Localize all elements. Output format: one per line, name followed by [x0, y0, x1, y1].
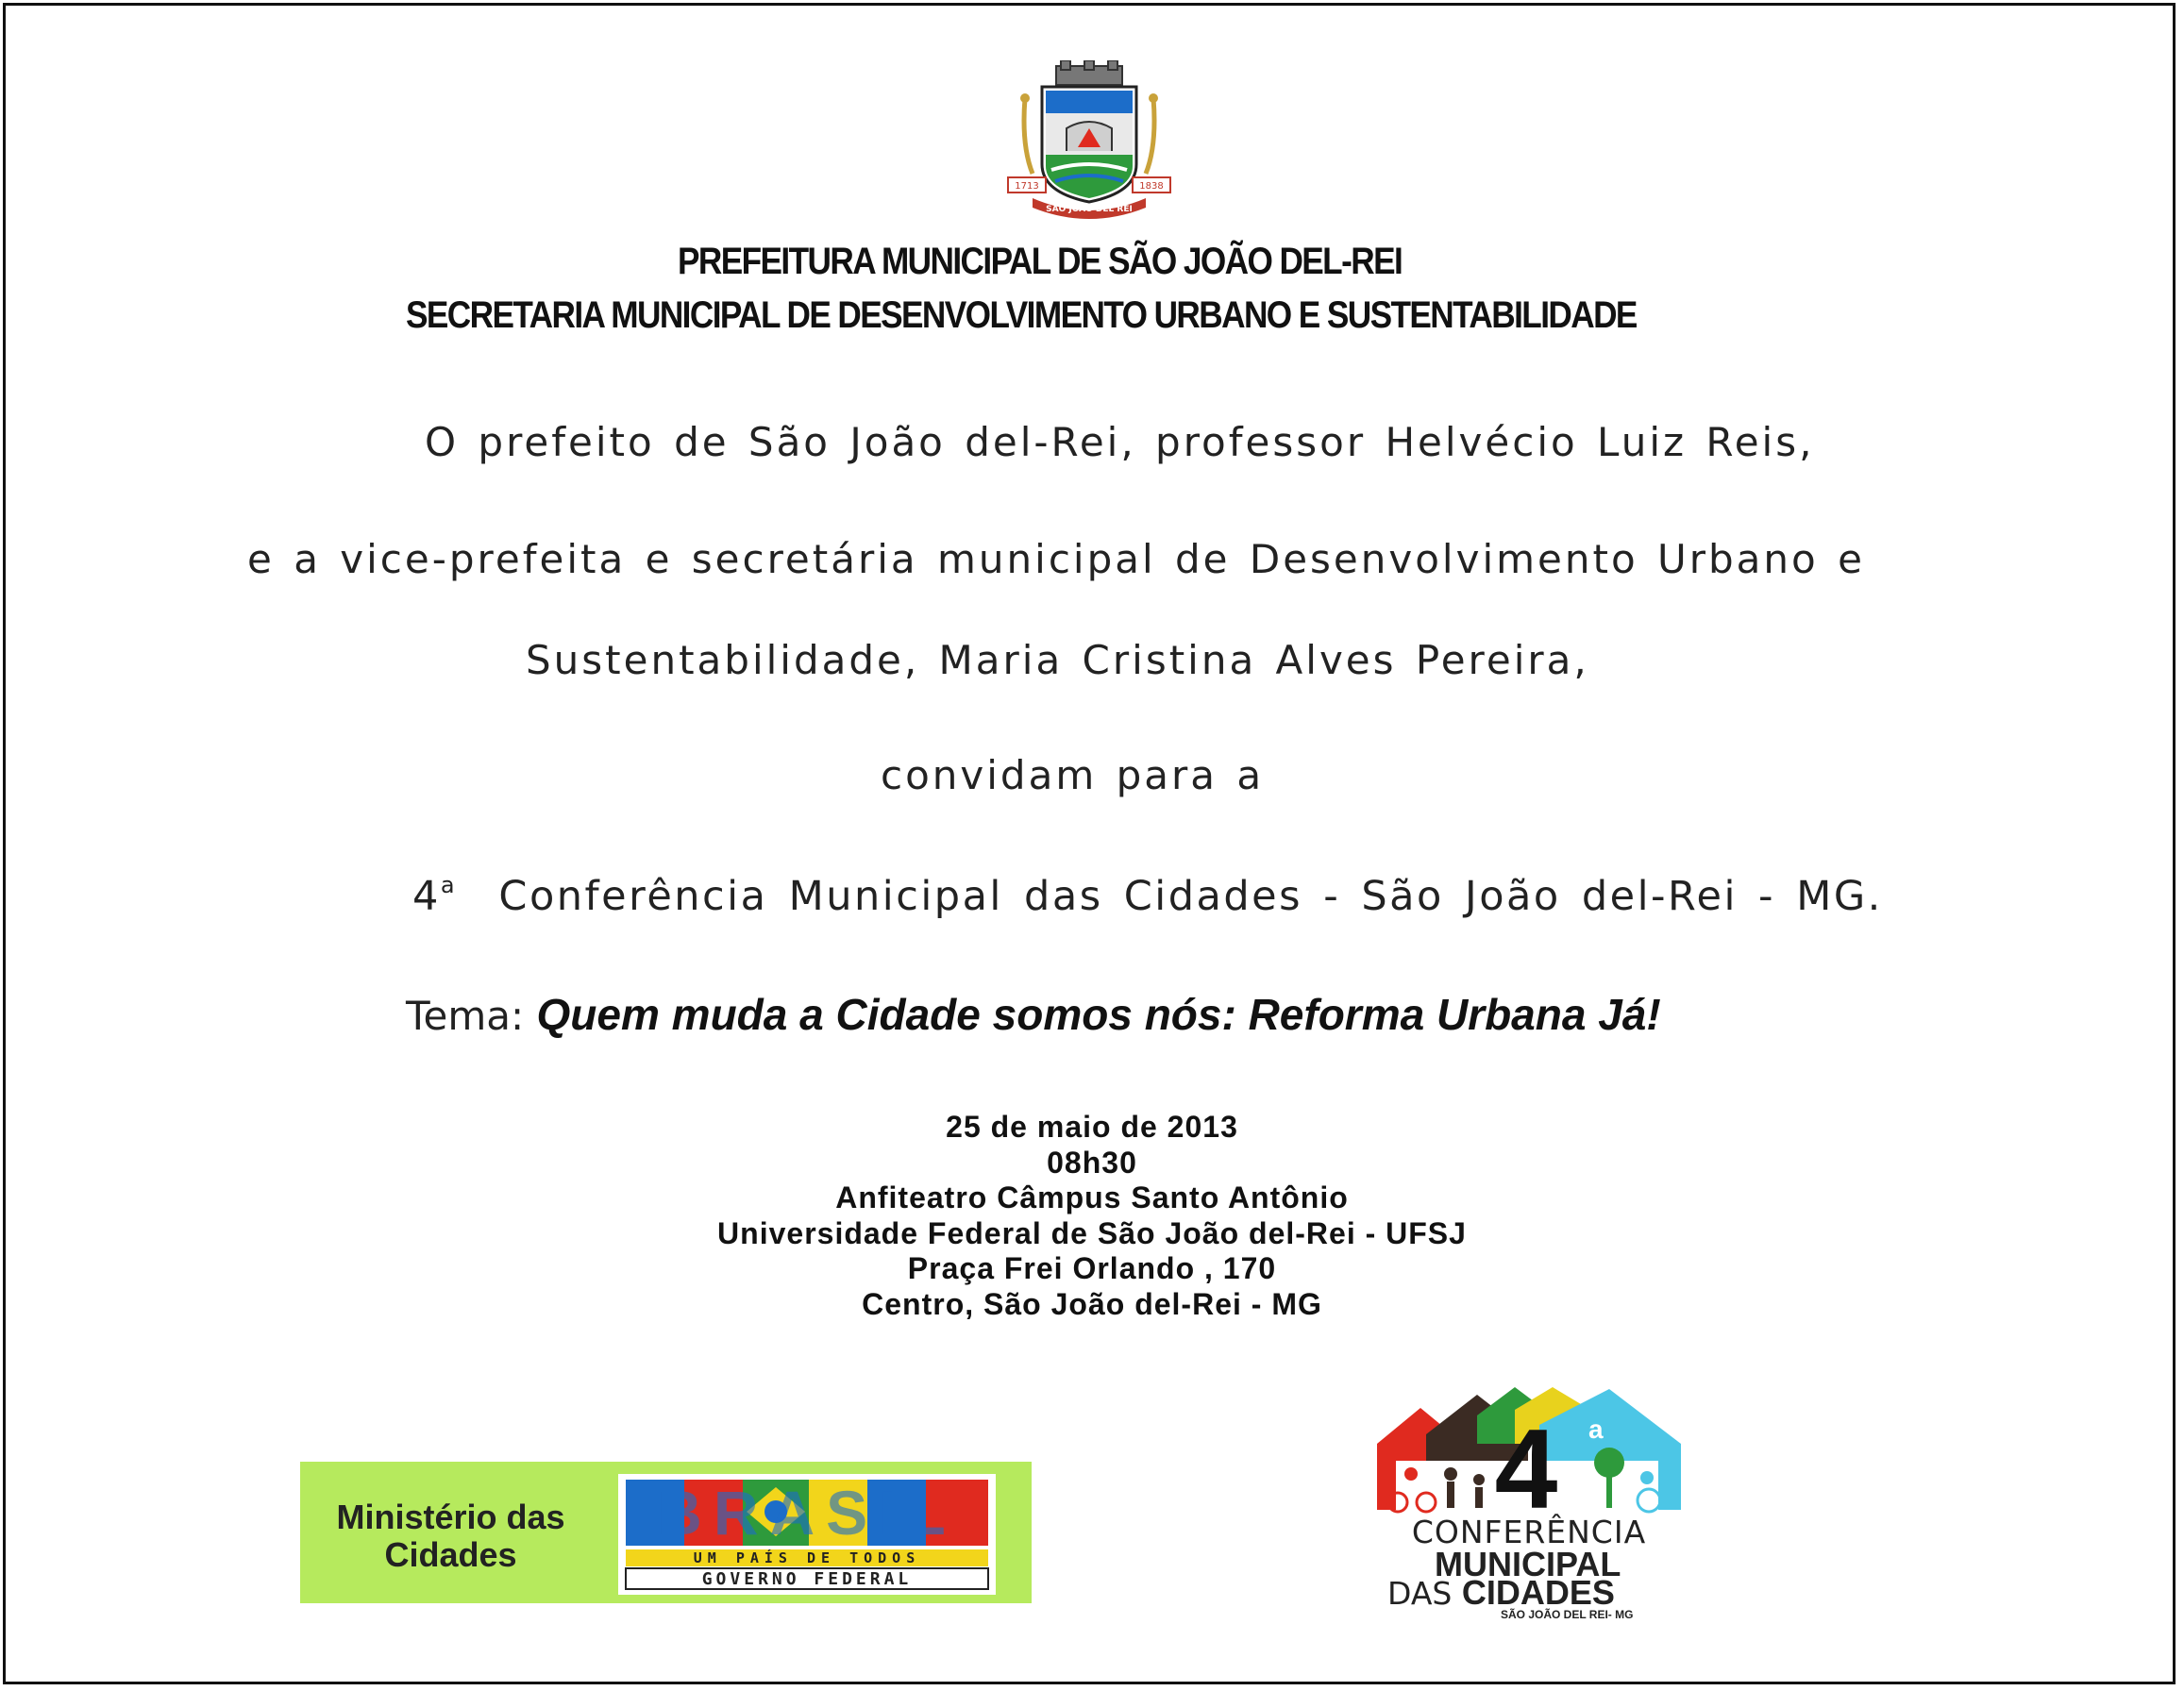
svg-text:1713: 1713	[1015, 181, 1039, 192]
svg-text:UM PAÍS DE TODOS: UM PAÍS DE TODOS	[693, 1549, 921, 1566]
invite-line-4: convidam para a	[881, 752, 1265, 798]
header-prefeitura: PREFEITURA MUNICIPAL DE SÃO JOÃO DEL-REI	[678, 241, 1403, 282]
invite-line-1: O prefeito de São João del-Rei, professor Helvécio Luiz Reis,	[425, 419, 1815, 465]
conference-title	[412, 872, 1883, 920]
tema-line	[406, 989, 1661, 1040]
svg-text:BRASIL: BRASIL	[657, 1478, 957, 1548]
conference-number: 4	[412, 873, 441, 920]
conferencia-logo-line3	[1387, 1573, 1615, 1613]
svg-text:SÃO JOÃO DEL REI: SÃO JOÃO DEL REI	[1046, 205, 1133, 214]
tema-label: Tema:	[406, 993, 525, 1039]
event-venue: Anfiteatro Câmpus Santo Antônio	[835, 1180, 1349, 1214]
event-details	[0, 1110, 2184, 1322]
conferencia-logo-das: DAS	[1387, 1575, 1453, 1612]
event-time: 08h30	[1047, 1145, 1137, 1180]
svg-text:4: 4	[1494, 1406, 1558, 1529]
conferencia-logo	[1373, 1387, 1685, 1529]
event-date: 25 de maio de 2013	[946, 1110, 1238, 1144]
svg-text:GOVERNO FEDERAL: GOVERNO FEDERAL	[701, 1569, 913, 1589]
conferencia-logo-line2: MUNICIPAL	[1435, 1545, 1621, 1583]
header-secretaria: SECRETARIA MUNICIPAL DE DESENVOLVIMENTO URBANO E SUSTENTABILIDADE	[406, 294, 1637, 336]
svg-text:1838: 1838	[1139, 181, 1164, 192]
conference-name: Conferência Municipal das Cidades - São João del-Rei - MG.	[498, 873, 1883, 920]
conferencia-logo-cidades: CIDADES	[1461, 1573, 1615, 1612]
municipal-crest	[1004, 60, 1174, 221]
svg-text:a: a	[1588, 1415, 1604, 1444]
invite-line-3: Sustentabilidade, Maria Cristina Alves Pereira,	[526, 637, 1589, 683]
event-university: Universidade Federal de São João del-Rei - UFSJ	[717, 1215, 1467, 1250]
ministerio-label: Ministério das Cidades	[336, 1498, 565, 1574]
conference-ordinal: a	[440, 872, 458, 898]
event-city: Centro, São João del-Rei - MG	[862, 1286, 1322, 1321]
brasil-governo-federal-logo	[618, 1474, 996, 1595]
invite-line-2: e a vice-prefeita e secretária municipal de Desenvolvimento Urbano e	[247, 536, 1865, 582]
tema-value: Quem muda a Cidade somos nós: Reforma Urbana Já!	[536, 990, 1661, 1039]
conferencia-logo-line1: CONFERÊNCIA	[1411, 1514, 1647, 1550]
event-address: Praça Frei Orlando , 170	[907, 1251, 1277, 1285]
conferencia-logo-city: SÃO JOÃO DEL REI- MG	[1501, 1608, 1634, 1621]
